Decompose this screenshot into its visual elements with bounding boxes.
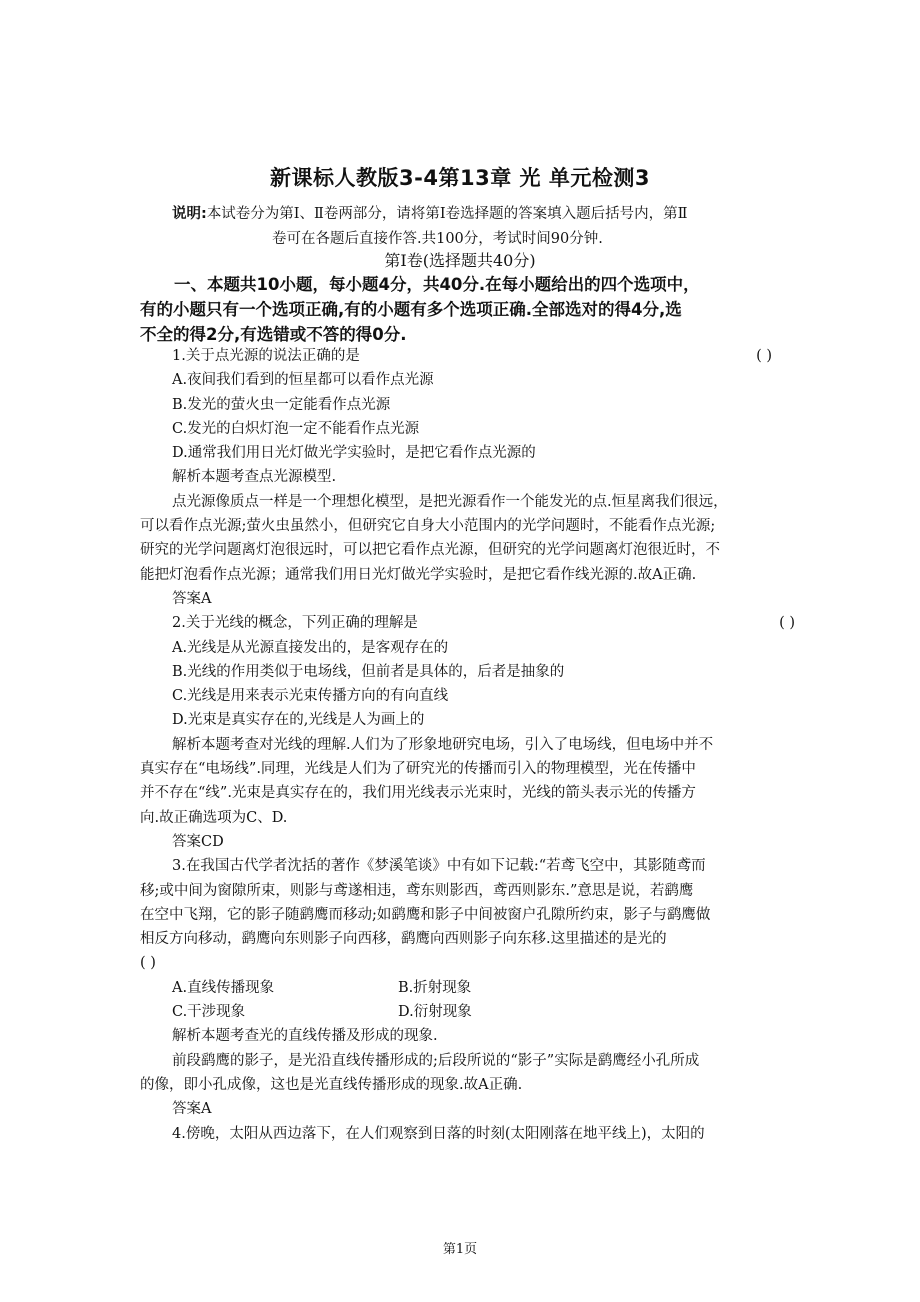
- analysis-line: 并不存在“线”.光束是真实存在的，我们用光线表示光束时，光线的箭头表示光的传播方: [140, 785, 696, 802]
- option-a: A.直线传播现象: [172, 979, 275, 996]
- answer-paren: ( ): [756, 348, 772, 364]
- analysis-title: 解析本题考查点光源模型.: [172, 469, 337, 486]
- instructions-line-2: 卷可在各题后直接作答.共100分，考试时间90分钟.: [272, 231, 603, 247]
- option-b: B.光线的作用类似于电场线，但前者是具体的，后者是抽象的: [172, 663, 565, 680]
- section-heading: [140, 272, 790, 347]
- option-c: C.光线是用来表示光束传播方向的有向直线: [172, 688, 449, 705]
- analysis-line: 前段鹞鹰的影子，是光沿直线传播形成的;后段所说的“影子”实际是鹞鹰经小孔所成: [172, 1052, 700, 1069]
- option-d: D.光束是真实存在的,光线是人为画上的: [172, 712, 425, 729]
- question-1-stem: [140, 344, 792, 368]
- answer: 答案A: [172, 1101, 212, 1118]
- question-3-stem-line: 相反方向移动，鹞鹰向东则影子向西移，鹞鹰向西则影子向东移.这里描述的是光的: [140, 931, 667, 948]
- options-row: [140, 1000, 792, 1024]
- options-row: [140, 976, 792, 1000]
- analysis-title: 解析本题考查光的直线传播及形成的现象.: [172, 1028, 438, 1045]
- option-c: C.发光的白炽灯泡一定不能看作点光源: [172, 420, 420, 437]
- section-line-3: 不全的得2分,有选错或不答的得0分.: [140, 325, 407, 344]
- analysis-line: 能把灯泡看作点光源；通常我们用日光灯做光学实验时，是把它看作线光源的.故A正确.: [140, 566, 697, 583]
- option-a: A.光线是从光源直接发出的，是客观存在的: [172, 639, 449, 656]
- instructions-label: 说明:: [172, 206, 207, 222]
- question-4-stem: 4.傍晚，太阳从西边落下，在人们观察到日落的时刻(太阳刚落在地平线上)，太阳的: [172, 1125, 705, 1142]
- answer-paren: ( ): [779, 615, 795, 632]
- question-3-stem: 3.在我国古代学者沈括的著作《梦溪笔谈》中有如下记载:“若鸢飞空中，其影随鸢而: [172, 858, 706, 875]
- option-d: D.通常我们用日光灯做光学实验时，是把它看作点光源的: [172, 445, 536, 462]
- analysis-line: 可以看作点光源;萤火虫虽然小，但研究它自身大小范围内的光学问题时，不能看作点光源;: [140, 518, 716, 535]
- questions-body: [140, 344, 795, 1146]
- analysis-line: 点光源像质点一样是一个理想化模型，是把光源看作一个能发光的点.恒星离我们很远，: [172, 493, 728, 510]
- answer-paren: ( ): [140, 955, 156, 972]
- question-2-stem: [140, 611, 795, 635]
- analysis-line: 向.故正确选项为C、D.: [140, 809, 288, 826]
- question-1-text: 1.关于点光源的说法正确的是: [172, 348, 360, 364]
- instructions-line-1: 本试卷分为第Ⅰ、Ⅱ卷两部分，请将第Ⅰ卷选择题的答案填入题后括号内，第Ⅱ: [206, 206, 688, 222]
- page-number: 第1页: [442, 1242, 478, 1257]
- option-d: D.衍射现象: [398, 1004, 472, 1021]
- analysis-line: 研究的光学问题离灯泡很远时，可以把它看作点光源，但研究的光学问题离灯泡很近时，不: [140, 542, 720, 559]
- answer: 答案A: [172, 590, 212, 607]
- option-c: C.干涉现象: [172, 1004, 246, 1021]
- option-b: B.发光的萤火虫一定能看作点光源: [172, 396, 391, 413]
- option-a: A.夜间我们看到的恒星都可以看作点光源: [172, 372, 434, 389]
- question-2-text: 2.关于光线的概念，下列正确的理解是: [172, 615, 418, 632]
- section-line-2: 有的小题只有一个选项正确,有的小题有多个选项正确.全部选对的得4分,选: [140, 300, 682, 319]
- option-b: B.折射现象: [398, 979, 472, 996]
- question-3-stem-line: 在空中飞翔，它的影子随鹞鹰而移动;如鹞鹰和影子中间被窗户孔隙所约束，影子与鹞鹰做: [140, 906, 711, 923]
- analysis-line: 真实存在“电场线”.同理，光线是人们为了研究光的传播而引入的物理模型，光在传播中: [140, 761, 696, 778]
- instructions: [172, 202, 784, 252]
- question-3-stem-line: 移;或中间为窗隙所束，则影与鸢遂相违，鸢东则影西，鸢西则影东.”意思是说，若鹞鹰: [140, 882, 694, 899]
- section-line-1: 一、本题共10小题，每小题4分，共40分.在每小题给出的四个选项中，: [174, 275, 700, 294]
- analysis-line: 的像，即小孔成像，这也是光直线传播形成的现象.故A正确.: [140, 1076, 523, 1093]
- document-title: 新课标人教版3-4第13章 光 单元检测3: [270, 166, 650, 190]
- answer: 答案CD: [172, 833, 224, 850]
- volume-heading: 第Ⅰ卷(选择题共40分): [384, 251, 536, 270]
- analysis-line: 解析本题考查对光线的理解.人们为了形象地研究电场，引入了电场线，但电场中并不: [172, 736, 714, 753]
